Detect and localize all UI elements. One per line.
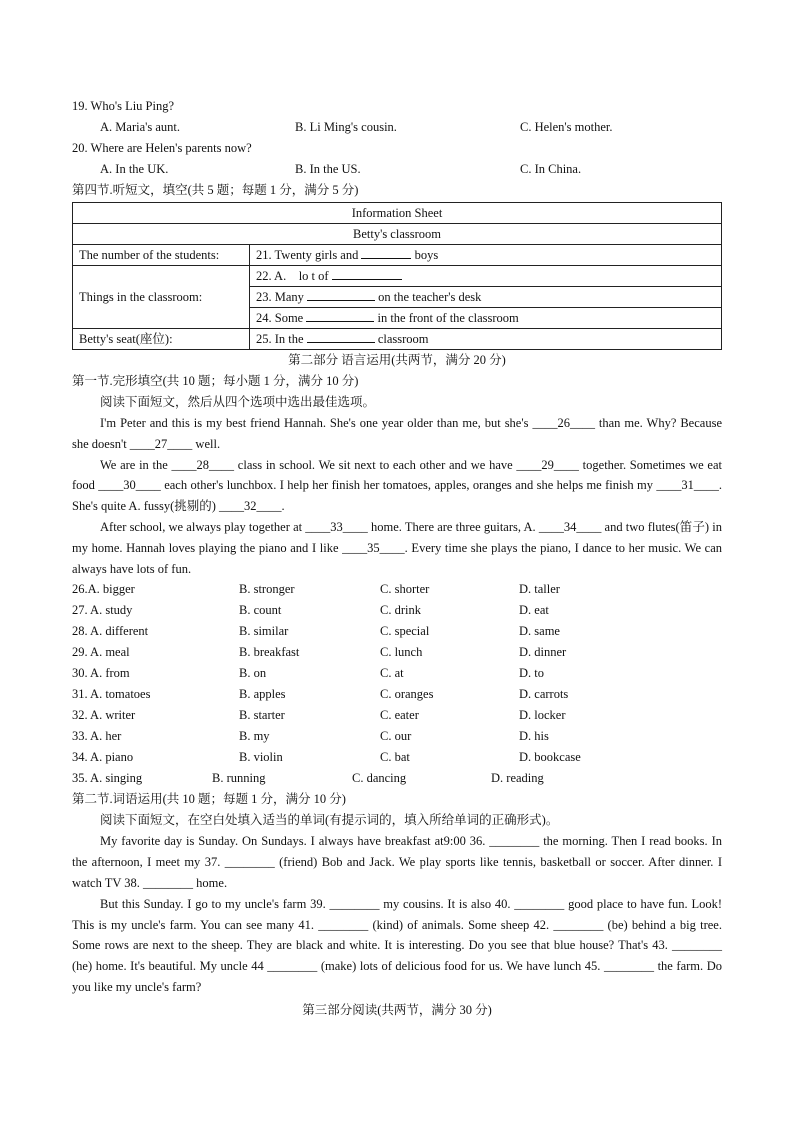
choice-d[interactable]: D. same (519, 624, 560, 639)
option-b: B. In the US. (295, 162, 361, 176)
choice-b[interactable]: B. violin (239, 750, 283, 765)
question-20: 20. Where are Helen's parents now? (72, 141, 252, 155)
option-a: A. Maria's aunt. (100, 120, 181, 134)
cloze-paragraph-2: We are in the ____28____ class in school. We sit next to each other and we have ____29____ together. Sometimes we eat food ____30____ each other's lunchbox. I help her finish her tomatoes, apples, oranges and she helps me finish my ____31____. She's quite A. fussy(挑剔的) ____32____. (72, 457, 722, 514)
choice-c[interactable]: C. oranges (380, 687, 434, 702)
option-c: C. In China. (520, 162, 582, 176)
q24-cell (250, 308, 722, 329)
choice-c[interactable]: C. lunch (380, 645, 423, 660)
choice-c[interactable]: C. drink (380, 603, 421, 618)
information-sheet-table (72, 202, 722, 350)
choice-d[interactable]: D. carrots (519, 687, 569, 702)
choice-c[interactable]: C. shorter (380, 582, 430, 597)
choice-d[interactable]: D. to (519, 666, 544, 681)
word-use-paragraph-2: But this Sunday. I go to my uncle's farm 39. ________ my cousins. It is also 40. ________ good place to have fun. Look! This is my uncle's farm. You can see many 41. ________ (kind) of animals. Some sheep 42. ________ (be) behind a big tree. Some rows are next to the sheep. They are black and white. It is interesting. Do you see that blue house? That's 43. ________ (he) home. It's beautiful. My uncle 44 ________ (make) lots of delicious food for us. We have lunch 45. ________ the farm. Do you like my uncle's farm? (72, 896, 722, 994)
choice-a[interactable]: 33. A. her (72, 729, 122, 744)
choice-row-35 (72, 768, 722, 789)
row-label-seat: Betty's seat(座位): (73, 329, 250, 350)
q24-suffix: in the front of the classroom (374, 311, 519, 325)
q22-cell (250, 266, 722, 287)
choice-d[interactable]: D. reading (491, 771, 544, 786)
cloze-paragraph-3: After school, we always play together at ____33____ home. There are three guitars, A. ____34____ and two flutes(笛子) in my home. Hannah loves playing the piano and I like ____35____. Every time she plays the piano, I dance to her music. We can always have lots of fun. (72, 519, 722, 576)
choice-d[interactable]: D. bookcase (519, 750, 581, 765)
choice-d[interactable]: D. locker (519, 708, 566, 723)
choice-row-33 (72, 726, 722, 747)
section4-heading: 第四节.听短文，填空(共 5 题；每题 1 分，满分 5 分) (72, 183, 359, 197)
choice-a[interactable]: 34. A. piano (72, 750, 134, 765)
q22-text: 22. A. lo t of (256, 269, 332, 283)
q21-blank[interactable] (361, 246, 411, 259)
q21-text: 21. Twenty girls and (256, 248, 362, 262)
cloze-paragraph-1: I'm Peter and this is my best friend Hannah. She's one year older than me, but she's ____26____ than me. Why? Because she doesn't ____27____ well. (72, 416, 722, 451)
q23-cell (250, 287, 722, 308)
q24-blank[interactable] (306, 309, 374, 322)
q21-suffix: boys (411, 248, 439, 262)
word-use-paragraph-1: My favorite day is Sunday. On Sundays. I always have breakfast at9:00 36. ________ the morning. Then I read books. In the afternoon, I meet my 37. ________ (friend) Bob and Jack. We play sports like tennis, basketball or soccer. After dinner. I watch TV 38. ________ home. (72, 834, 722, 890)
choice-a[interactable]: 32. A. writer (72, 708, 136, 723)
part3-heading: 第三部分阅读(共两节，满分 30 分) (302, 1002, 492, 1017)
choice-b[interactable]: B. breakfast (239, 645, 300, 660)
choice-a[interactable]: 27. A. study (72, 603, 133, 618)
choice-row-29 (72, 642, 722, 663)
q25-suffix: classroom (374, 332, 429, 346)
choice-c[interactable]: C. at (380, 666, 404, 681)
table-title: Information Sheet (73, 203, 722, 224)
choice-b[interactable]: B. stronger (239, 582, 295, 597)
choice-b[interactable]: B. similar (239, 624, 289, 639)
choice-b[interactable]: B. starter (239, 708, 285, 723)
choice-row-34 (72, 747, 722, 768)
part2-heading: 第二部分 语言运用(共两节，满分 20 分) (288, 353, 506, 367)
cloze-heading: 第一节.完形填空(共 10 题；每小题 1 分，满分 10 分) (72, 374, 359, 388)
q22-blank[interactable] (332, 267, 402, 280)
choice-row-30 (72, 663, 722, 684)
word-use-heading: 第二节.词语运用(共 10 题；每题 1 分，满分 10 分) (72, 792, 346, 807)
choice-c[interactable]: C. bat (380, 750, 410, 765)
q25-cell (250, 329, 722, 350)
choice-b[interactable]: B. apples (239, 687, 286, 702)
word-use-instruction: 阅读下面短文，在空白处填入适当的单词(有提示词的，填入所给单词的正确形式)。 (100, 813, 559, 828)
choice-a[interactable]: 29. A. meal (72, 645, 130, 660)
choice-d[interactable]: D. dinner (519, 645, 567, 660)
table-subtitle: Betty's classroom (73, 224, 722, 245)
option-c: C. Helen's mother. (520, 120, 613, 134)
option-b: B. Li Ming's cousin. (295, 120, 397, 134)
q23-suffix: on the teacher's desk (375, 290, 482, 304)
choice-d[interactable]: D. eat (519, 603, 549, 618)
choice-row-27 (72, 600, 722, 621)
choice-a[interactable]: 30. A. from (72, 666, 130, 681)
choice-b[interactable]: B. running (212, 771, 266, 786)
choice-row-31 (72, 684, 722, 705)
q21-cell (250, 245, 722, 266)
q23-text: 23. Many (256, 290, 308, 304)
q24-text: 24. Some (256, 311, 307, 325)
choice-a[interactable]: 26.A. bigger (72, 582, 135, 597)
question-19-options (72, 117, 722, 138)
row-label-students: The number of the students: (73, 245, 250, 266)
choice-a[interactable]: 28. A. different (72, 624, 149, 639)
choice-row-26 (72, 579, 722, 600)
question-20-options (72, 159, 722, 180)
choice-c[interactable]: C. eater (380, 708, 419, 723)
question-19: 19. Who's Liu Ping? (72, 99, 175, 113)
choice-c[interactable]: C. our (380, 729, 412, 744)
option-a: A. In the UK. (100, 162, 169, 176)
q25-blank[interactable] (307, 330, 375, 343)
choice-row-32 (72, 705, 722, 726)
exam-page (72, 96, 722, 1021)
choice-d[interactable]: D. his (519, 729, 549, 744)
choice-c[interactable]: C. dancing (352, 771, 407, 786)
q25-text: 25. In the (256, 332, 307, 346)
choice-a[interactable]: 35. A. singing (72, 771, 143, 786)
choice-b[interactable]: B. my (239, 729, 270, 744)
choice-b[interactable]: B. count (239, 603, 282, 618)
row-label-things: Things in the classroom: (73, 266, 250, 329)
choice-row-28 (72, 621, 722, 642)
choice-b[interactable]: B. on (239, 666, 267, 681)
q23-blank[interactable] (307, 288, 375, 301)
choice-a[interactable]: 31. A. tomatoes (72, 687, 151, 702)
cloze-instruction: 阅读下面短文，然后从四个选项中选出最佳选项。 (100, 395, 376, 409)
choice-d[interactable]: D. taller (519, 582, 560, 597)
cloze-choices (72, 579, 722, 768)
choice-c[interactable]: C. special (380, 624, 430, 639)
